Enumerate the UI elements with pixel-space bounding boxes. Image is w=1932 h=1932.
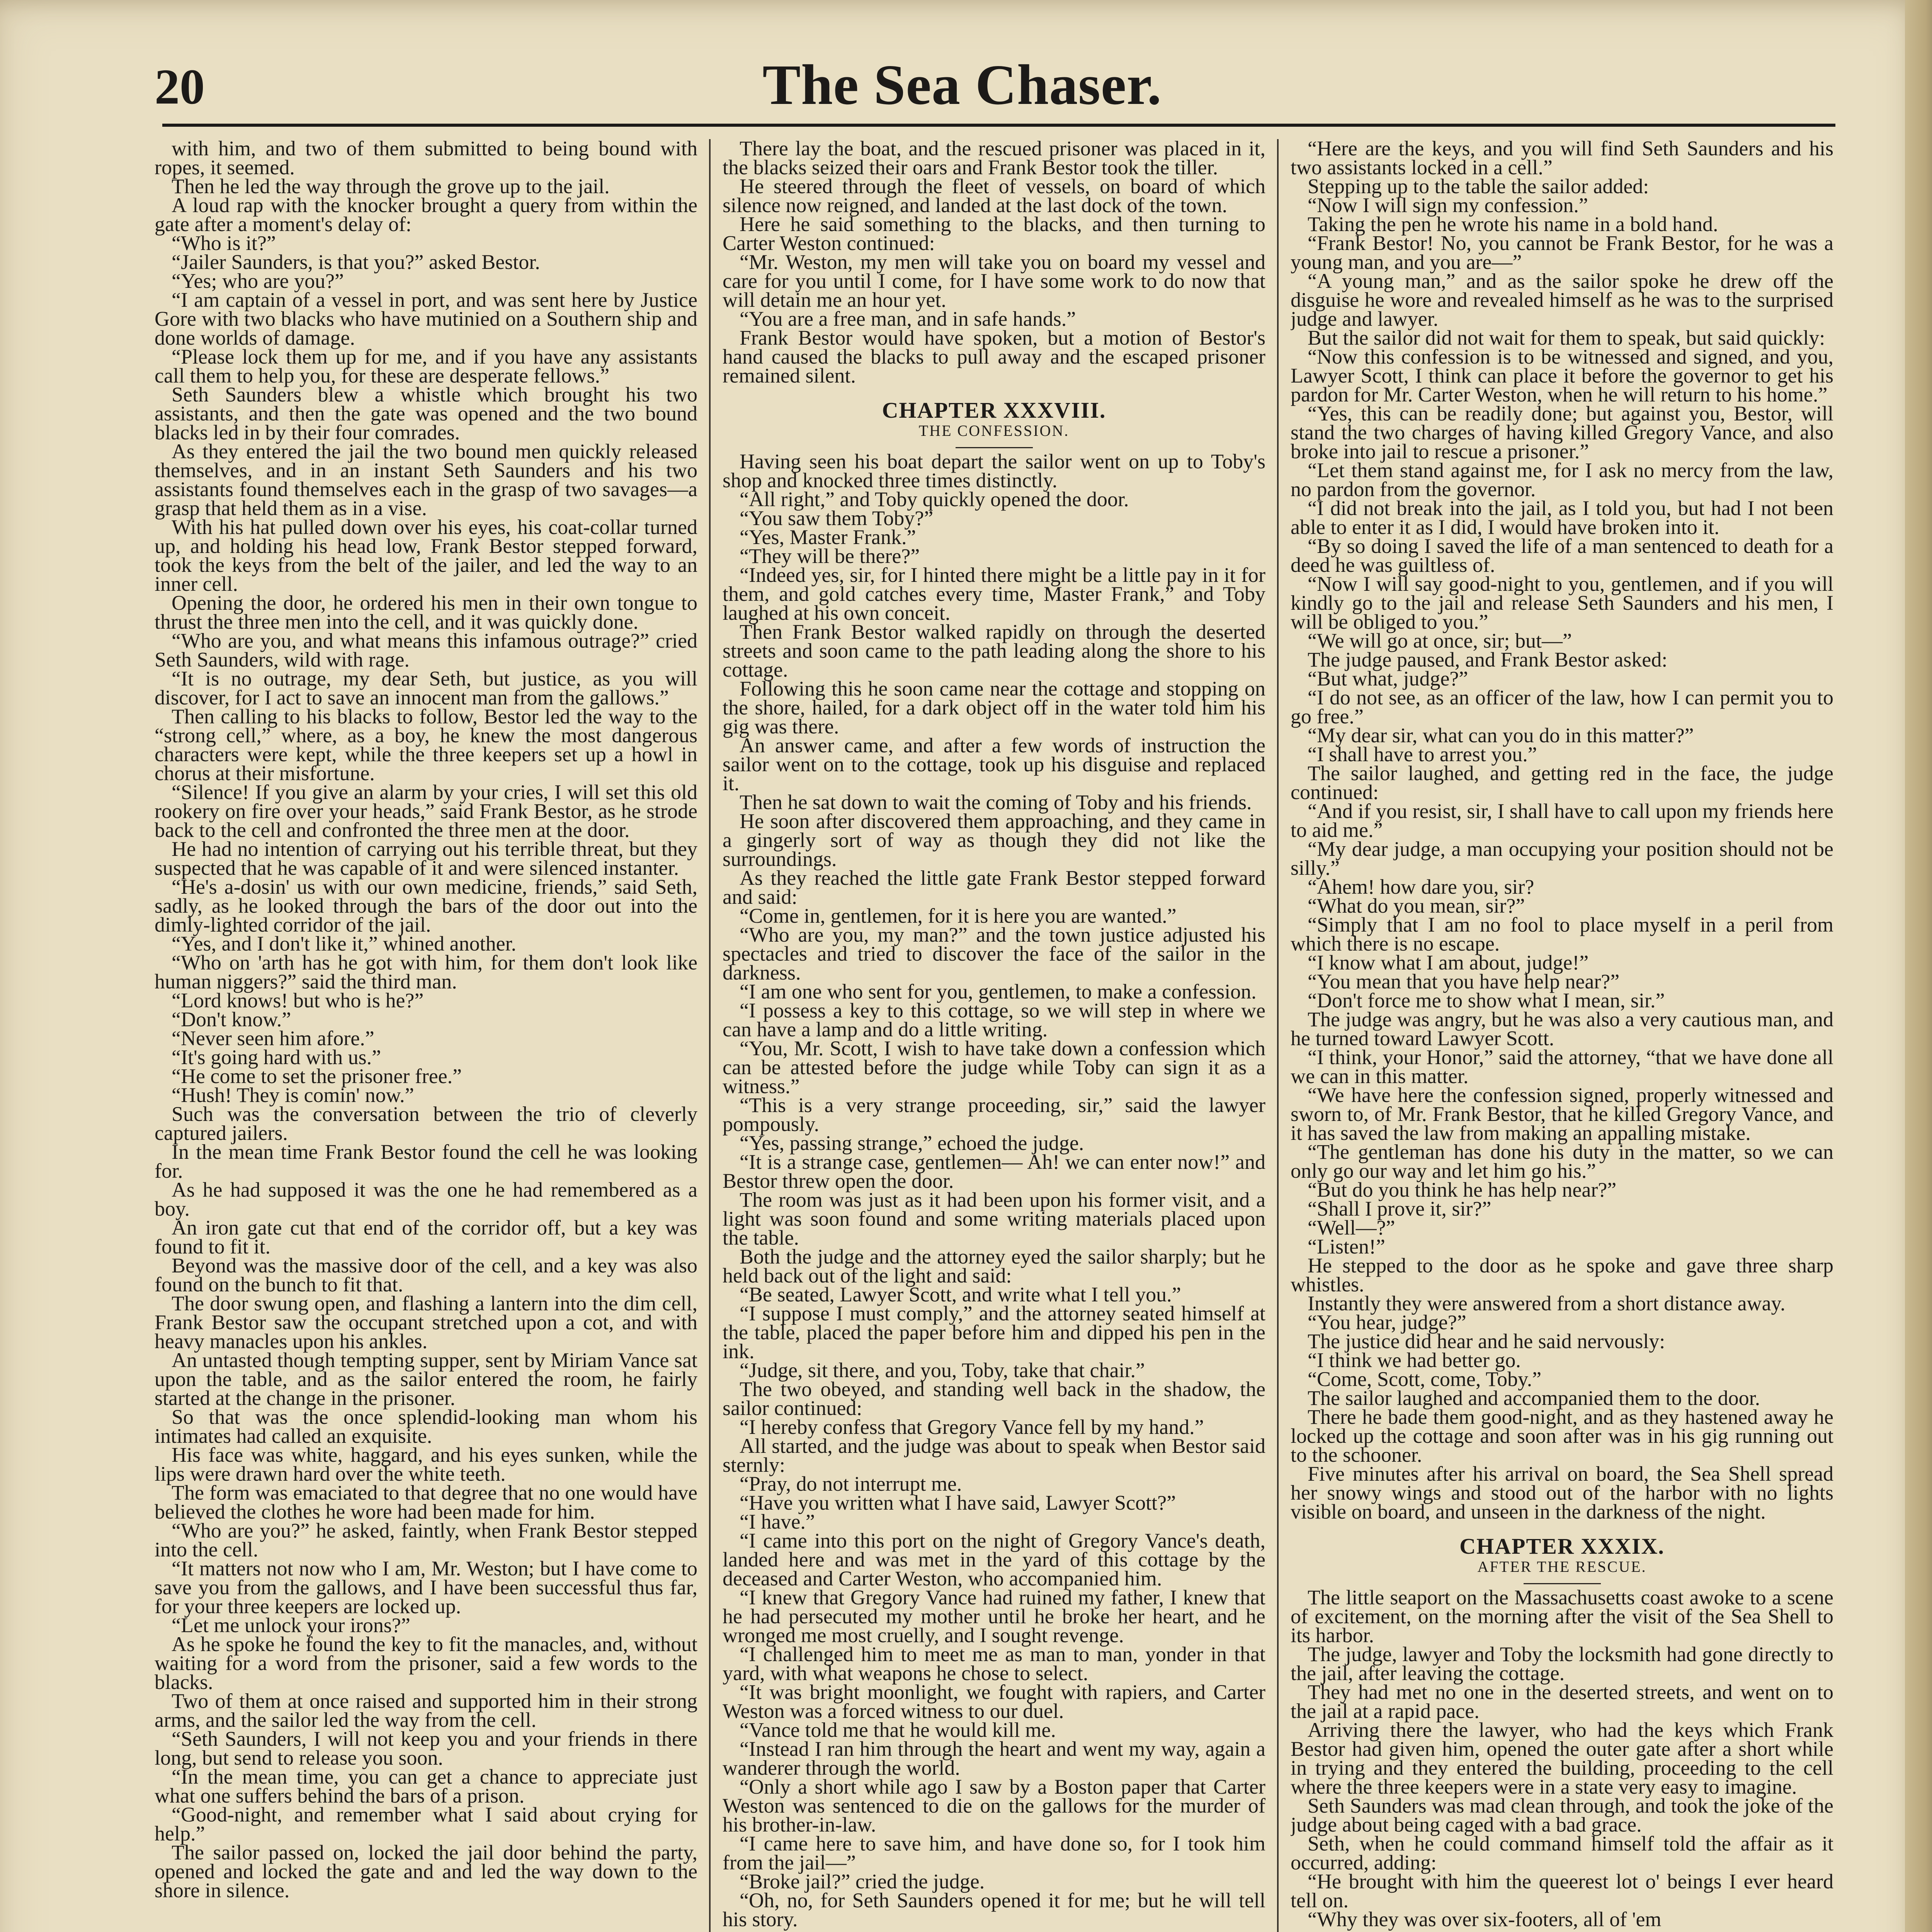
paragraph: Seth Saunders was mad clean through, and took the joke of the judge about being caged with a bad grace.	[1291, 1794, 1833, 1836]
paragraph: There lay the boat, and the rescued prisoner was placed in it, the blacks seized their oars and Frank Bestor took the tiller.	[723, 139, 1265, 179]
paragraph: All started, and the judge was about to speak when Bestor said sternly:	[723, 1434, 1265, 1476]
paragraph: Having seen his boat depart the sailor went on up to Toby's shop and knocked three times distinctly.	[723, 450, 1265, 492]
text-column-1	[155, 139, 697, 1932]
paragraph: Seth, when he could command himself told the affair as it occurred, adding:	[1291, 1832, 1833, 1874]
paragraph: “But do you think he has help near?”	[1308, 1178, 1617, 1201]
paragraph: Seth Saunders blew a whistle which brought his two assistants, and then the gate was opened and the two bound blacks led in by their four comrades.	[155, 383, 697, 444]
paragraph: “The gentleman has done his duty in the matter, so we can only go our way and let him go his.”	[1291, 1140, 1833, 1182]
paragraph: “Who is it?”	[172, 231, 276, 255]
paragraph: The room was just as it had been upon his former visit, and a light was soon found and some writing materials placed upon the table.	[723, 1188, 1265, 1249]
paragraph: With his hat pulled down over his eyes, his coat-collar turned up, and holding his head low, Frank Bestor stepped forward, took the keys from the belt of the jailer, and led the way to an inner cell.	[155, 515, 697, 595]
paragraph: Then he sat down to wait the coming of Toby and his friends.	[740, 791, 1252, 814]
paragraph: But the sailor did not wait for them to speak, but said quickly:	[1308, 326, 1825, 349]
paragraph: Five minutes after his arrival on board, the Sea Shell spread her snowy wings and stood out of the harbor with no lights visible on board, and unseen in the darkness of the night.	[1291, 1462, 1833, 1523]
paragraph: “You hear, judge?”	[1308, 1311, 1466, 1334]
paragraph: Following this he soon came near the cottage and stopping on the shore, hailed, for a dark object off in the water told him his gig was there.	[723, 677, 1265, 738]
paragraph: “Yes, this can be readily done; but against you, Bestor, will stand the two charges of having killed Gregory Vance, and also broke into jail to rescue a prisoner.”	[1291, 402, 1833, 463]
paragraph: “Listen!”	[1308, 1235, 1385, 1258]
paragraph: “You, Mr. Scott, I wish to have take down a confession which can be attested before the judge while Toby can sign it as a witness.”	[723, 1037, 1265, 1098]
paragraph: “Seth Saunders, I will not keep you and your friends in there long, but send to release you soon.	[155, 1727, 697, 1769]
paragraph: “I think we had better go.	[1308, 1349, 1521, 1372]
paragraph: “Lord knows! but who is he?”	[172, 989, 424, 1012]
paragraph: “In the mean time, you can get a chance to appreciate just what one suffers behind the bars of a prison.	[155, 1765, 697, 1807]
paragraph: “I am one who sent for you, gentlemen, to make a confession.	[740, 980, 1257, 1003]
paragraph: “They will be there?”	[740, 544, 920, 568]
chapter-subtitle: AFTER THE RESCUE.	[1477, 1558, 1647, 1575]
paragraph: Then Frank Bestor walked rapidly on through the deserted streets and soon came to the path leading along the shore to his cottage.	[723, 620, 1265, 681]
paragraph: “Indeed yes, sir, for I hinted there might be a little pay in it for them, and gold catches every time, Master Frank,” and Toby laughed at his own conceit.	[723, 563, 1265, 624]
paragraph: Both the judge and the attorney eyed the sailor sharply; but he held back out of the light and said:	[723, 1245, 1265, 1287]
paragraph: “Come in, gentlemen, for it is here you are wanted.”	[740, 904, 1177, 927]
paragraph: “I am captain of a vessel in port, and was sent here by Justice Gore with two blacks who have mutinied on a Southern ship and done worlds of damage.	[155, 288, 697, 349]
paragraph: The two obeyed, and standing well back in the shadow, the sailor continued:	[723, 1378, 1265, 1420]
paragraph: “It was bright moonlight, we fought with rapiers, and Carter Weston was a forced witness to our duel.	[723, 1680, 1265, 1723]
chapter-title: CHAPTER XXXIX.	[1459, 1534, 1665, 1559]
paragraph: “But what, judge?”	[1308, 667, 1468, 690]
paragraph: “He brought with him the queerest lot o' beings I ever heard tell on.	[1291, 1870, 1833, 1912]
paragraph: with him, and two of them submitted to being bound with ropes, it seemed.	[155, 139, 697, 179]
paragraph: “Only a short while ago I saw by a Boston paper that Carter Weston was sentenced to die on the gallows for the murder of his brother-in-law.	[723, 1775, 1265, 1836]
paragraph: “I did not break into the jail, as I told you, but had I not been able to enter it as I did, I would have broken into it.	[1291, 497, 1833, 539]
paragraph: “It's going hard with us.”	[172, 1046, 381, 1069]
chapter-subtitle: THE CONFESSION.	[918, 422, 1070, 439]
page-edge	[1905, 0, 1932, 1932]
paragraph: “Instead I ran him through the heart and went my way, again a wanderer through the world.	[723, 1737, 1265, 1779]
paragraph: Arriving there the lawyer, who had the keys which Frank Bestor had given him, opened the outer gate after a short while in trying and they entered the building, proceeding to the cell where the three keepers were in a state very easy to imagine.	[1291, 1718, 1833, 1798]
paragraph: “I think, your Honor,” said the attorney, “that we have done all we can in this matter.	[1291, 1046, 1833, 1088]
paragraph: “Don't force me to show what I mean, sir.”	[1308, 989, 1665, 1012]
paragraph: Opening the door, he ordered his men in their own tongue to thrust the three men into the cell, and it was quickly done.	[155, 591, 697, 633]
paragraph: “Jailer Saunders, is that you?” asked Bestor.	[172, 250, 540, 274]
paragraph: “Yes; who are you?”	[172, 269, 344, 293]
paragraph: His face was white, haggard, and his eyes sunken, while the lips were drawn hard over the white teeth.	[155, 1443, 697, 1485]
paragraph: The judge paused, and Frank Bestor asked:	[1308, 648, 1668, 671]
paragraph: “I came into this port on the night of Gregory Vance's death, landed here and was met in the yard of this cottage by the deceased and Carter Weston, who accompanied him.	[723, 1529, 1265, 1590]
paragraph: “Pray, do not interrupt me.	[740, 1472, 962, 1495]
paragraph: “This is a very strange proceeding, sir,” said the lawyer pompously.	[723, 1094, 1265, 1136]
paragraph: “It is a strange case, gentlemen— Ah! we can enter now!” and Bestor threw open the door.	[723, 1150, 1265, 1192]
paragraph: As they entered the jail the two bound men quickly released themselves, and in an instant Seth Saunders and his two assistants found themselves each in the grasp of two savages—a grasp that held them as in a vise.	[155, 440, 697, 520]
chapter-heading	[723, 398, 1265, 448]
page-number: 20	[155, 59, 205, 115]
paragraph: “Vance told me that he would kill me.	[740, 1718, 1056, 1742]
paragraph: “Silence! If you give an alarm by your cries, I will set this old rookery on fire over your heads,” said Frank Bestor, as he strode back to the cell and confronted the three men at the door.	[155, 781, 697, 842]
paragraph: There he bade them good-night, and as they hastened away he locked up the cottage and soon after was in his gig running out to the schooner.	[1291, 1405, 1833, 1466]
paragraph: Such was the conversation between the trio of cleverly captured jailers.	[155, 1102, 697, 1145]
column-divider	[709, 139, 711, 1932]
paragraph: He had no intention of carrying out his terrible threat, but they suspected that he was capable of it and were silenced instanter.	[155, 837, 697, 879]
paragraph: “A young man,” and as the sailor spoke he drew off the disguise he wore and revealed himself as he was to the surprised judge and lawyer.	[1291, 269, 1833, 330]
paragraph: Beyond was the massive door of the cell, and a key was also found on the bunch to fit that.	[155, 1254, 697, 1296]
paragraph: “I hereby confess that Gregory Vance fell by my hand.”	[740, 1415, 1204, 1439]
paragraph: “My dear sir, what can you do in this matter?”	[1308, 724, 1694, 747]
paragraph: “And if you resist, sir, I shall have to call upon my friends here to aid me.”	[1291, 799, 1833, 842]
paragraph: He soon after discovered them approaching, and they came in a gingerly sort of way as though they did not like the surroundings.	[723, 810, 1265, 871]
paragraph: “I suppose I must comply,” and the attorney seated himself at the table, placed the paper before him and dipped his pen in the ink.	[723, 1302, 1265, 1363]
paragraph: An iron gate cut that end of the corridor off, but a key was found to fit it.	[155, 1216, 697, 1258]
paragraph: “Judge, sit there, and you, Toby, take that chair.”	[740, 1359, 1145, 1382]
paragraph: “Broke jail?” cried the judge.	[740, 1870, 985, 1893]
paragraph: “Oh, no, for Seth Saunders opened it for me; but he will tell his story.	[723, 1889, 1265, 1931]
paragraph: “Who on 'arth has he got with him, for them don't look like human niggers?” said the third man.	[155, 951, 697, 993]
text-column-2	[723, 139, 1265, 1932]
paragraph: “Ahem! how dare you, sir?	[1308, 875, 1534, 898]
paragraph: Two of them at once raised and supported him in their strong arms, and the sailor led the way from the cell.	[155, 1689, 697, 1731]
paragraph: “Well—?”	[1308, 1216, 1395, 1239]
paragraph: “My dear judge, a man occupying your position should not be silly.”	[1291, 837, 1833, 879]
paragraph: Here he said something to the blacks, and then turning to Carter Weston continued:	[723, 213, 1265, 255]
paragraph: As he spoke he found the key to fit the manacles, and, without waiting for a word from the prisoner, said a few words to the blacks.	[155, 1633, 697, 1694]
paragraph: An untasted though tempting supper, sent by Miriam Vance sat upon the table, and as the sailor entered the room, he fairly started at the change in the prisoner.	[155, 1349, 697, 1410]
paragraph: Instantly they were answered from a short distance away.	[1308, 1292, 1786, 1315]
paragraph: “Yes, Master Frank.”	[740, 526, 916, 549]
paragraph: “All right,” and Toby quickly opened the door.	[740, 488, 1129, 511]
paragraph: “Come, Scott, come, Toby.”	[1308, 1367, 1542, 1391]
paragraph: As they reached the little gate Frank Bestor stepped forward and said:	[723, 866, 1265, 908]
paragraph: “I know what I am about, judge!”	[1308, 951, 1589, 974]
paragraph: The little seaport on the Massachusetts coast awoke to a scene of excitement, on the morning after the visit of the Sea Shell to its harbor.	[1291, 1586, 1833, 1647]
paragraph: “Let me unlock your irons?”	[172, 1614, 410, 1637]
chapter-title: CHAPTER XXXVIII.	[882, 398, 1106, 423]
paragraph: In the mean time Frank Bestor found the cell he was looking for.	[155, 1140, 697, 1182]
paragraph: “You are a free man, and in safe hands.”	[740, 307, 1076, 330]
paragraph: The door swung open, and flashing a lantern into the dim cell, Frank Bestor saw the occupant stretched upon a cot, and with heavy manacles upon his ankles.	[155, 1292, 697, 1353]
paragraph: “I knew that Gregory Vance had ruined my father, I knew that he had persecuted my mother until he broke her heart, and he wronged me most cruelly, and I sought revenge.	[723, 1586, 1265, 1647]
paragraph: “By so doing I saved the life of a man sentenced to death for a deed he was guiltless of.	[1291, 534, 1833, 577]
paragraph: “Frank Bestor! No, you cannot be Frank Bestor, for he was a young man, and you are—”	[1291, 231, 1833, 274]
paragraph: “It is no outrage, my dear Seth, but justice, as you will discover, for I act to save an innocent man from the gallows.”	[155, 667, 697, 709]
chapter-heading	[1291, 1534, 1833, 1584]
paragraph: The judge was angry, but he was also a very cautious man, and he turned toward Lawyer Scott.	[1291, 1008, 1833, 1050]
paragraph: The sailor laughed, and getting red in the face, the judge continued:	[1291, 762, 1833, 804]
paragraph: “Yes, and I don't like it,” whined another.	[172, 932, 517, 955]
paragraph: Taking the pen he wrote his name in a bold hand.	[1308, 213, 1718, 236]
paragraph: “Now I will sign my confession.”	[1308, 194, 1588, 217]
paragraph: “I do not see, as an officer of the law, how I can permit you to go free.”	[1291, 686, 1833, 728]
paragraph: “Who are you, and what means this infamous outrage?” cried Seth Saunders, wild with rage.	[155, 629, 697, 671]
paragraph: An answer came, and after a few words of instruction the sailor went on to the cottage, took up his disguise and replaced it.	[723, 734, 1265, 795]
header-rule	[162, 124, 1835, 127]
paragraph: As he had supposed it was the one he had remembered as a boy.	[155, 1178, 697, 1220]
paragraph: “Who are you?” he asked, faintly, when Frank Bestor stepped into the cell.	[155, 1519, 697, 1561]
paragraph: “We have here the confession signed, properly witnessed and sworn to, of Mr. Frank Bestor, that he killed Gregory Vance, and it has saved the law from making an appalling mistake.	[1291, 1083, 1833, 1145]
paragraph: “Who are you, my man?” and the town justice adjusted his spectacles and tried to discover the face of the sailor in the darkness.	[723, 923, 1265, 984]
paragraph: A loud rap with the knocker brought a query from within the gate after a moment's delay of:	[155, 194, 697, 236]
paragraph: “I have.”	[740, 1510, 815, 1533]
chapter-rule	[956, 447, 1033, 448]
paragraph: “Yes, passing strange,” echoed the judge.	[740, 1131, 1084, 1155]
chapter-rule	[1524, 1583, 1601, 1584]
paragraph: “Why they was over six-footers, all of 'em	[1308, 1908, 1662, 1931]
paragraph: “Mr. Weston, my men will take you on board my vessel and care for you until I come, for I have some work to do now that will detain me an hour yet.	[723, 250, 1265, 311]
paragraph: “Hush! They is comin' now.”	[172, 1083, 414, 1107]
paragraph: They had met no one in the deserted streets, and went on to the jail at a rapid pace.	[1291, 1680, 1833, 1723]
paragraph: “Good-night, and remember what I said about crying for help.”	[155, 1803, 697, 1845]
paragraph: The judge, lawyer and Toby the locksmith had gone directly to the jail, after leaving the cottage.	[1291, 1643, 1833, 1685]
paragraph: “It matters not now who I am, Mr. Weston; but I have come to save you from the gallows, and I have been successful thus far, for your three keepers are locked up.	[155, 1557, 697, 1618]
paragraph: “Have you written what I have said, Lawyer Scott?”	[740, 1491, 1176, 1514]
paragraph: Frank Bestor would have spoken, but a motion of Bestor's hand caused the blacks to pull away and the escaped prisoner remained silent.	[723, 326, 1265, 387]
paragraph: He steered through the fleet of vessels, on board of which silence now reigned, and landed at the last dock of the town.	[723, 175, 1265, 217]
paragraph: “You mean that you have help near?”	[1308, 970, 1620, 993]
paragraph: “Please lock them up for me, and if you have any assistants call them to help you, for these are desperate fellows.”	[155, 345, 697, 387]
paragraph: The form was emaciated to that degree that no one would have believed the clothes he wore had been made for him.	[155, 1481, 697, 1523]
paragraph: “Shall I prove it, sir?”	[1308, 1197, 1492, 1220]
page-title: The Sea Chaser.	[762, 53, 1162, 117]
column-divider	[1277, 139, 1279, 1932]
paragraph: “I came here to save him, and have done so, for I took him from the jail—”	[723, 1832, 1265, 1874]
paragraph: Stepping up to the table the sailor added:	[1308, 175, 1649, 198]
paragraph: The sailor laughed and accompanied them to the door.	[1308, 1386, 1760, 1410]
paragraph: So that was the once splendid-looking man whom his intimates had called an exquisite.	[155, 1405, 697, 1447]
paragraph: “I possess a key to this cottage, so we will step in where we can have a lamp and do a little writing.	[723, 999, 1265, 1041]
paragraph: “Don't know.”	[172, 1008, 291, 1031]
paragraph: “Now I will say good-night to you, gentlemen, and if you will kindly go to the jail and release Seth Saunders and his men, I will be obliged to you.”	[1291, 572, 1833, 633]
paragraph: “Never seen him afore.”	[172, 1027, 374, 1050]
paragraph: “I challenged him to meet me as man to man, yonder in that yard, with what weapons he chose to select.	[723, 1643, 1265, 1685]
paragraph: “Simply that I am no fool to place myself in a peril from which there is no escape.	[1291, 913, 1833, 955]
paragraph: The justice did hear and he said nervously:	[1308, 1330, 1665, 1353]
paragraph: “I shall have to arrest you.”	[1308, 743, 1537, 766]
paragraph: “You saw them Toby?”	[740, 507, 934, 530]
paragraph: Then he led the way through the grove up to the jail.	[172, 175, 610, 198]
paragraph: He stepped to the door as he spoke and gave three sharp whistles.	[1291, 1254, 1833, 1296]
paragraph: “Here are the keys, and you will find Seth Saunders and his two assistants locked in a cell.”	[1291, 139, 1833, 179]
paragraph: “He come to set the prisoner free.”	[172, 1065, 462, 1088]
paragraph: “He's a-dosin' us with our own medicine, friends,” said Seth, sadly, as he looked through the bars of the door out into the dimly-lighted corridor of the jail.	[155, 875, 697, 936]
paragraph: The sailor passed on, locked the jail door behind the party, opened and locked the gate and and led the way down to the shore in silence.	[155, 1841, 697, 1902]
paragraph: Then calling to his blacks to follow, Bestor led the way to the “strong cell,” where, as a boy, he knew the most dangerous characters were kept, while the three keepers set up a howl in chorus at their misfortune.	[155, 705, 697, 785]
paragraph: “What do you mean, sir?”	[1308, 894, 1525, 917]
text-column-3	[1291, 139, 1833, 1932]
paragraph: “We will go at once, sir; but—”	[1308, 629, 1572, 652]
paragraph: “Let them stand against me, for I ask no mercy from the law, no pardon from the governor.	[1291, 459, 1833, 501]
paragraph: “Now this confession is to be witnessed and signed, and you, Lawyer Scott, I think can place it before the governor to get his pardon for Mr. Carter Weston, when he will return to his home.”	[1291, 345, 1833, 406]
paragraph: “Be seated, Lawyer Scott, and write what I tell you.”	[740, 1283, 1181, 1306]
